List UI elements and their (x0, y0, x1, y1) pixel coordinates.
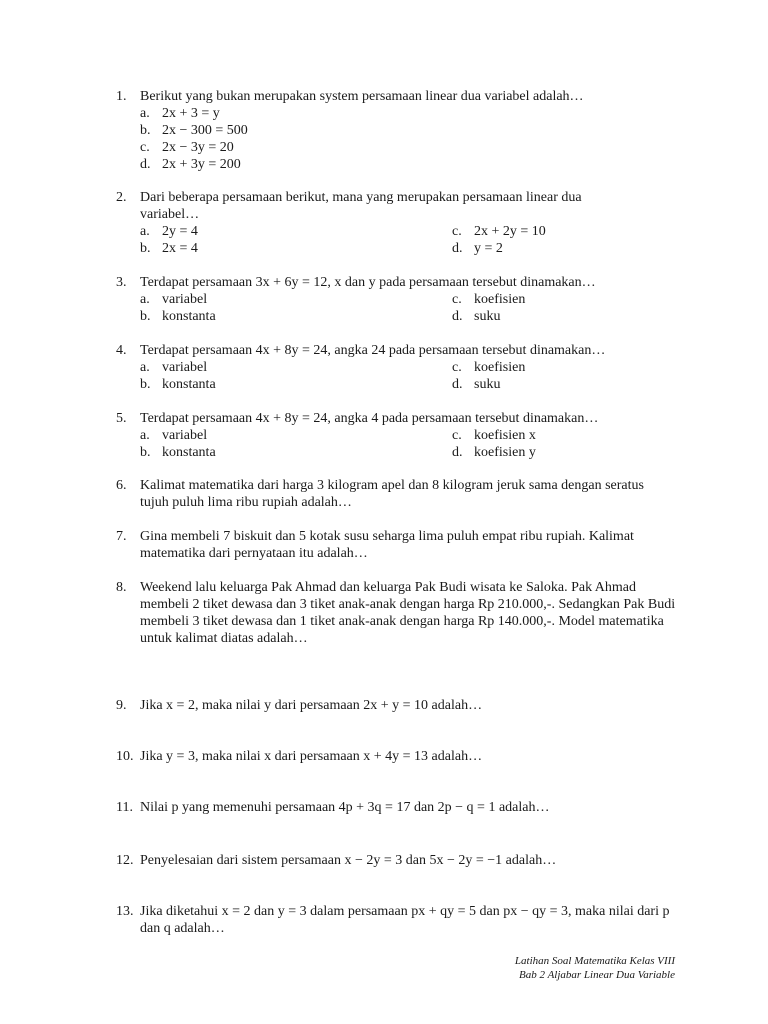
option-a: a. 2y = 4 (140, 224, 198, 239)
question-text: Dari beberapa persamaan berikut, mana yang merupakan persamaan linear dua variabel… (140, 190, 582, 222)
option-list (140, 105, 676, 173)
question-6 (116, 477, 676, 511)
option-grid (140, 223, 676, 257)
option-a: a. 2x + 3 = y (140, 106, 220, 121)
option-d: d. suku (452, 377, 501, 392)
question-3 (116, 274, 676, 325)
question-12 (116, 852, 676, 869)
question-8 (116, 579, 676, 647)
question-7 (116, 528, 676, 562)
option-c: c. koefisien (452, 360, 526, 375)
question-4 (116, 342, 676, 393)
question-text: Terdapat persamaan 4x + 8y = 24, angka 4 pada persamaan tersebut dinamakan… (140, 411, 599, 426)
question-number: 9. (116, 698, 127, 713)
question-text: Weekend lalu keluarga Pak Ahmad dan keluarga Pak Budi wisata ke Saloka. Pak Ahmad membeli 2 tiket dewasa dan 3 tiket anak-anak dengan harga Rp 210.000,-. Sedangkan Pak Budi membeli 3 tiket dewasa dan 1 tiket anak-anak dengan harga Rp 140.000,-. Model matematika untuk kalimat diatas adalah… (140, 580, 676, 646)
option-c: c. 2x − 3y = 20 (140, 140, 234, 155)
option-a: a. variabel (140, 292, 208, 307)
option-a: a. variabel (140, 360, 208, 375)
option-b: b. 2x = 4 (140, 241, 198, 256)
question-2 (116, 189, 676, 257)
question-number: 1. (116, 89, 127, 104)
option-d: d. 2x + 3y = 200 (140, 157, 241, 172)
option-b: b. konstanta (140, 445, 216, 460)
question-text: Terdapat persamaan 4x + 8y = 24, angka 24 pada persamaan tersebut dinamakan… (140, 343, 606, 358)
question-number: 12. (116, 853, 134, 868)
question-1 (116, 88, 676, 173)
question-number: 7. (116, 529, 127, 544)
question-text: Jika x = 2, maka nilai y dari persamaan 2x + y = 10 adalah… (140, 698, 483, 713)
question-text: Terdapat persamaan 3x + 6y = 12, x dan y pada persamaan tersebut dinamakan… (140, 275, 596, 290)
question-number: 11. (116, 800, 133, 815)
question-number: 4. (116, 343, 127, 358)
question-number: 2. (116, 190, 127, 205)
question-11 (116, 799, 676, 816)
option-d: d. suku (452, 309, 501, 324)
option-d: d. y = 2 (452, 241, 503, 256)
option-b: b. 2x − 300 = 500 (140, 123, 248, 138)
option-grid (140, 359, 676, 393)
footer-line-1: Latihan Soal Matematika Kelas VIII (514, 955, 675, 967)
option-grid (140, 427, 676, 461)
question-number: 5. (116, 411, 127, 426)
question-5 (116, 410, 676, 461)
option-c: c. koefisien x (452, 428, 536, 443)
option-grid (140, 291, 676, 325)
question-number: 3. (116, 275, 127, 290)
question-number: 6. (116, 478, 127, 493)
question-text: Berikut yang bukan merupakan system persamaan linear dua variabel adalah… (140, 89, 584, 104)
question-10 (116, 748, 676, 765)
question-number: 10. (116, 749, 134, 764)
question-number: 13. (116, 904, 134, 919)
option-a: a. variabel (140, 428, 208, 443)
question-text: Penyelesaian dari sistem persamaan x − 2y = 3 dan 5x − 2y = −1 adalah… (140, 853, 557, 868)
option-c: c. koefisien (452, 292, 526, 307)
question-text: Jika diketahui x = 2 dan y = 3 dalam persamaan px + qy = 5 dan px − qy = 3, maka nilai dari p dan q adalah… (140, 904, 670, 936)
page-footer (515, 954, 675, 982)
option-d: d. koefisien y (452, 445, 536, 460)
question-text: Nilai p yang memenuhi persamaan 4p + 3q = 17 dan 2p − q = 1 adalah… (140, 800, 550, 815)
option-c: c. 2x + 2y = 10 (452, 224, 546, 239)
question-text: Kalimat matematika dari harga 3 kilogram apel dan 8 kilogram jeruk sama dengan seratus tujuh puluh lima ribu rupiah adalah… (140, 478, 644, 510)
option-b: b. konstanta (140, 377, 216, 392)
option-b: b. konstanta (140, 309, 216, 324)
question-text: Gina membeli 7 biskuit dan 5 kotak susu seharga lima puluh empat ribu rupiah. Kalimat matematika dari pernyataan itu adalah… (140, 529, 634, 561)
footer-line-2: Bab 2 Aljabar Linear Dua Variable (519, 969, 675, 981)
question-number: 8. (116, 580, 127, 595)
question-9 (116, 697, 676, 714)
question-13 (116, 903, 676, 937)
question-text: Jika y = 3, maka nilai x dari persamaan x + 4y = 13 adalah… (140, 749, 483, 764)
